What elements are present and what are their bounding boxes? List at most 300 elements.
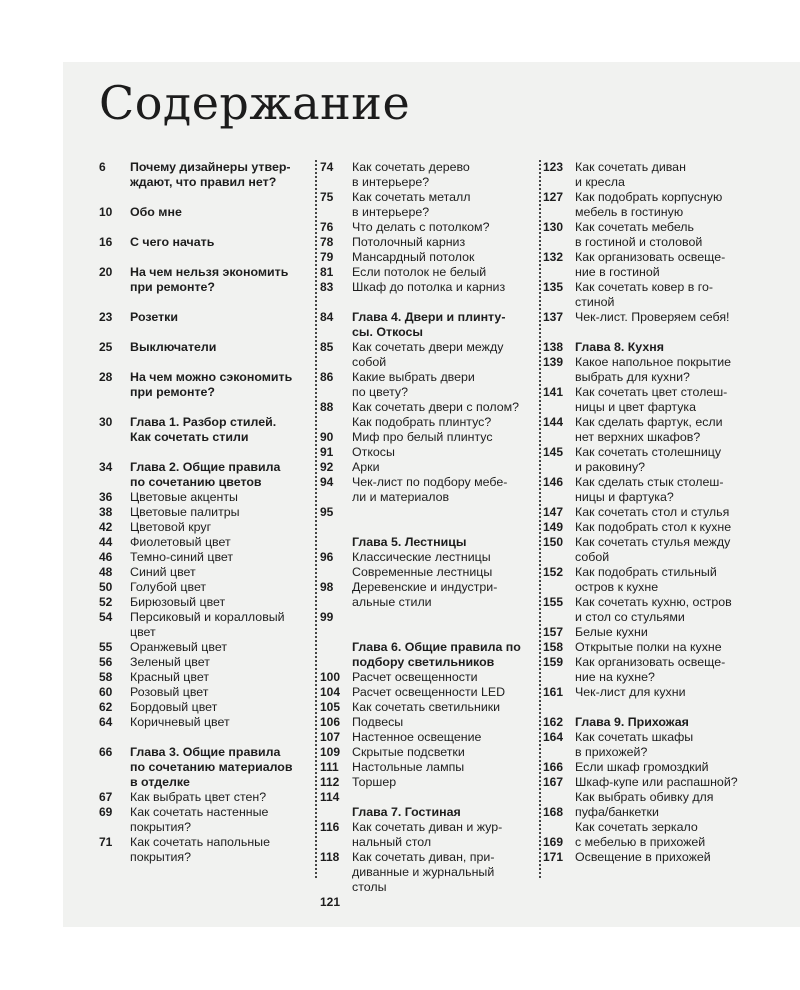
page-number: 79 [320, 250, 334, 264]
entry-title [575, 820, 798, 835]
entry-title-line: при ремонте? [130, 280, 215, 294]
toc-entry[interactable] [543, 280, 798, 310]
entry-title [130, 520, 311, 535]
entry-title-line: подбору светильников [352, 655, 495, 669]
toc-entry[interactable] [320, 700, 532, 715]
page-number: 149 [543, 520, 564, 534]
toc-entry[interactable] [320, 775, 532, 790]
toc-entry[interactable] [543, 445, 798, 475]
page-number: 34 [99, 460, 113, 474]
toc-entry[interactable] [320, 160, 532, 190]
toc-entry[interactable] [99, 505, 311, 520]
page-number: 42 [99, 520, 113, 534]
toc-entry[interactable] [543, 595, 798, 625]
entry-title-line: Бордовый цвет [130, 700, 218, 714]
toc-entry[interactable] [543, 565, 798, 595]
page-number: 116 [320, 820, 340, 834]
toc-entry[interactable] [99, 610, 311, 640]
page-number: 168 [543, 805, 564, 819]
page-number: 30 [99, 415, 113, 429]
page-number: 161 [543, 685, 564, 699]
entry-title [352, 160, 532, 190]
entry-title-line: Как сочетать диван [575, 160, 686, 174]
entry-title-line: и стол со стульями [575, 610, 685, 624]
entry-title [575, 805, 798, 820]
toc-entry[interactable] [320, 610, 532, 625]
entry-title-line: ницы и цвет фартука [575, 400, 697, 414]
entry-title-line: Как сочетать светильники [352, 700, 501, 714]
toc-entry[interactable] [543, 730, 798, 760]
entry-title-line: покрытия? [130, 820, 192, 834]
toc-entry[interactable] [320, 280, 532, 295]
entry-title [575, 655, 798, 685]
toc-entry[interactable] [543, 835, 798, 850]
toc-entry[interactable] [320, 820, 532, 850]
entry-title [130, 700, 311, 715]
toc-chapter-entry[interactable] [320, 805, 532, 820]
page-title: Содержание [99, 76, 411, 130]
entry-title-line: Как организовать освеще- [575, 250, 726, 264]
toc-entry[interactable] [543, 310, 798, 325]
entry-title [352, 550, 532, 580]
entry-title [352, 745, 532, 760]
entry-title [575, 565, 798, 595]
toc-chapter-entry[interactable] [543, 715, 798, 730]
toc-entry[interactable] [543, 775, 798, 790]
page-number: 155 [543, 595, 564, 609]
entry-title-line: нет верхних шкафов? [575, 430, 701, 444]
page-number: 86 [320, 370, 334, 384]
toc-entry[interactable] [99, 535, 311, 550]
page-number: 109 [320, 745, 341, 759]
page-number: 104 [320, 685, 341, 699]
toc-column-2 [320, 160, 532, 910]
entry-title-line: Если шкаф громоздкий [575, 760, 709, 774]
toc-entry[interactable] [320, 370, 532, 400]
page-number: 162 [543, 715, 564, 729]
toc-entry[interactable] [543, 805, 798, 820]
page-number: 152 [543, 565, 564, 579]
entry-title [352, 805, 532, 820]
entry-title [130, 505, 311, 520]
page-number: 146 [543, 475, 564, 489]
entry-title [575, 685, 798, 700]
page-number: 159 [543, 655, 564, 669]
toc-chapter-entry[interactable] [543, 340, 798, 355]
toc-entry[interactable] [99, 595, 311, 610]
page-number: 121 [320, 895, 341, 909]
page-number: 50 [99, 580, 113, 594]
entry-title [130, 265, 311, 295]
toc-entry[interactable] [320, 895, 532, 910]
toc-entry[interactable] [99, 565, 311, 580]
entry-title-line: Как сочетать столешницу [575, 445, 722, 459]
toc-entry[interactable] [99, 835, 311, 865]
entry-title [575, 355, 798, 385]
page-number: 58 [99, 670, 113, 684]
entry-title [130, 640, 311, 655]
entry-title [352, 445, 532, 460]
toc-entry[interactable] [99, 685, 311, 700]
toc-entry[interactable] [99, 805, 311, 835]
page-number: 99 [320, 610, 334, 624]
entry-title-line: ние в гостиной [575, 265, 660, 279]
entry-title [352, 580, 532, 610]
page-number: 10 [99, 205, 113, 219]
entry-title-line: Почему дизайнеры утвер- [130, 160, 291, 174]
entry-title [352, 340, 532, 370]
entry-title-line: в отделке [130, 775, 190, 789]
entry-title-line: остров к кухне [575, 580, 659, 594]
entry-title [575, 190, 798, 220]
toc-entry[interactable] [543, 415, 798, 445]
toc-entry[interactable] [320, 445, 532, 460]
entry-title [352, 280, 532, 295]
toc-chapter-entry[interactable] [320, 310, 532, 340]
entry-title-line: Торшер [352, 775, 397, 789]
toc-entry[interactable] [320, 745, 532, 760]
entry-title-line: Красный цвет [130, 670, 210, 684]
toc-entry[interactable] [543, 190, 798, 220]
toc-entry[interactable] [320, 685, 532, 700]
entry-title [130, 415, 311, 445]
entry-title-line: На чем нельзя экономить [130, 265, 289, 279]
toc-entry[interactable] [543, 505, 798, 520]
entry-title [575, 280, 798, 310]
entry-title-line: Какое напольное покрытие [575, 355, 732, 369]
toc-entry[interactable] [543, 475, 798, 505]
toc-entry[interactable] [320, 715, 532, 730]
toc-entry[interactable] [543, 250, 798, 280]
entry-title [575, 760, 798, 775]
entry-title [130, 340, 311, 355]
entry-title-line: Чек-лист по подбору мебе- [352, 475, 508, 489]
entry-title-line: Как выбрать обивку для [575, 790, 714, 804]
entry-title-line: сы. Откосы [352, 325, 423, 339]
page-number: 69 [99, 805, 113, 819]
toc-entry[interactable] [320, 220, 532, 235]
entry-title [352, 220, 532, 235]
toc-entry[interactable] [320, 730, 532, 745]
entry-title-line: Чек-лист. Проверяем себя! [575, 310, 730, 324]
toc-entry[interactable] [99, 490, 311, 505]
entry-title [352, 760, 532, 775]
entry-title [352, 235, 532, 250]
entry-title [352, 640, 532, 670]
page-number: 64 [99, 715, 113, 729]
page-number: 105 [320, 700, 341, 714]
page-number: 135 [543, 280, 564, 294]
toc-entry[interactable] [543, 820, 798, 835]
page-number: 166 [543, 760, 564, 774]
page-number: 145 [543, 445, 564, 459]
entry-title-line: Мансардный потолок [352, 250, 475, 264]
page-number: 54 [99, 610, 113, 624]
toc-entry[interactable] [320, 400, 532, 430]
page-number: 83 [320, 280, 334, 294]
page-number: 38 [99, 505, 113, 519]
toc-entry[interactable] [99, 715, 311, 730]
entry-title-line: с мебелью в прихожей [575, 835, 706, 849]
toc-entry[interactable] [99, 700, 311, 715]
entry-title [575, 625, 798, 640]
toc-chapter-entry[interactable] [99, 340, 311, 355]
toc-entry[interactable] [543, 625, 798, 640]
entry-title-line: Как подобрать корпусную [575, 190, 723, 204]
page-number: 16 [99, 235, 113, 249]
page-number: 56 [99, 655, 113, 669]
entry-title [130, 715, 311, 730]
entry-title [352, 265, 532, 280]
entry-title [575, 415, 798, 445]
entry-title-line: Настенное освещение [352, 730, 482, 744]
entry-title [352, 730, 532, 745]
entry-title-line: Как сочетать стол и стулья [575, 505, 730, 519]
entry-title [130, 595, 311, 610]
toc-entry[interactable] [99, 580, 311, 595]
entry-title-line: Откосы [352, 445, 395, 459]
page-number: 25 [99, 340, 113, 354]
toc-entry[interactable] [543, 535, 798, 565]
entry-title-line: Фиолетовый цвет [130, 535, 231, 549]
entry-title [130, 655, 311, 670]
page-number: 150 [543, 535, 564, 549]
toc-entry[interactable] [99, 640, 311, 655]
entry-title-line: Голубой цвет [130, 580, 207, 594]
toc-entry[interactable] [543, 355, 798, 385]
toc-chapter-entry[interactable] [99, 415, 311, 445]
toc-entry[interactable] [320, 505, 532, 520]
entry-title-line: Если потолок не белый [352, 265, 487, 279]
entry-title-line: Шкаф-купе или распашной? [575, 775, 738, 789]
entry-title-line: столы [352, 880, 387, 894]
toc-entry[interactable] [320, 265, 532, 280]
entry-title-line: Как сделать стык столеш- [575, 475, 724, 489]
entry-title [575, 775, 798, 790]
entry-title [130, 565, 311, 580]
entry-title [575, 520, 798, 535]
toc-entry[interactable] [543, 520, 798, 535]
entry-title-line: Освещение в прихожей [575, 850, 711, 864]
entry-title-line: Розетки [130, 310, 178, 324]
page-number: 95 [320, 505, 334, 519]
entry-title-line: мебель в гостиную [575, 205, 684, 219]
toc-entry[interactable] [320, 670, 532, 685]
toc-chapter-entry[interactable] [320, 535, 532, 550]
toc-entry[interactable] [543, 760, 798, 775]
entry-title [575, 535, 798, 565]
entry-title-line: Глава 4. Двери и плинту- [352, 310, 506, 324]
entry-title-line: по цвету? [352, 385, 408, 399]
toc-entry[interactable] [543, 655, 798, 685]
entry-title-line: Цветовой круг [130, 520, 212, 534]
page-number: 62 [99, 700, 113, 714]
toc-entry[interactable] [320, 760, 532, 775]
page-number: 164 [543, 730, 564, 744]
entry-title [130, 535, 311, 550]
entry-title-line: пуфа/банкетки [575, 805, 659, 819]
entry-title-line: альные стили [352, 595, 432, 609]
entry-title-line: Расчет освещенности [352, 670, 478, 684]
entry-title-line: Синий цвет [130, 565, 196, 579]
page-number: 75 [320, 190, 334, 204]
entry-title-line: Глава 1. Разбор стилей. [130, 415, 277, 429]
toc-chapter-entry[interactable] [99, 310, 311, 325]
page-number: 100 [320, 670, 341, 684]
entry-title [352, 475, 532, 505]
entry-title [575, 505, 798, 520]
entry-title [575, 715, 798, 730]
toc-entry[interactable] [320, 340, 532, 370]
toc-entry[interactable] [543, 685, 798, 700]
entry-title-line: ницы и фартука? [575, 490, 674, 504]
page-number: 144 [543, 415, 564, 429]
toc-entry[interactable] [543, 640, 798, 655]
entry-title-line: Персиковый и коралловый [130, 610, 285, 624]
page-number: 114 [320, 790, 340, 804]
page-number: 66 [99, 745, 113, 759]
entry-title [352, 250, 532, 265]
toc-entry[interactable] [99, 550, 311, 565]
toc-entry[interactable] [320, 790, 532, 805]
entry-title-line: Арки [352, 460, 380, 474]
column-divider [539, 160, 541, 878]
entry-title-line: Современные лестницы [352, 565, 493, 579]
entry-title-line: Глава 3. Общие правила [130, 745, 281, 759]
entry-title-line: Глава 8. Кухня [575, 340, 664, 354]
entry-title [575, 340, 798, 355]
entry-title [130, 370, 311, 400]
entry-title [575, 160, 798, 190]
page-number: 127 [543, 190, 564, 204]
entry-title-line: Как сочетать мебель [575, 220, 694, 234]
toc-entry[interactable] [320, 460, 532, 475]
entry-title [130, 745, 311, 790]
entry-title-line: при ремонте? [130, 385, 215, 399]
page-number: 132 [543, 250, 564, 264]
page-number: 139 [543, 355, 564, 369]
toc-chapter-entry[interactable] [99, 160, 311, 190]
entry-title [352, 190, 532, 220]
toc-chapter-entry[interactable] [99, 265, 311, 295]
entry-title-line: Деревенские и индустри- [352, 580, 498, 594]
toc-entry[interactable] [320, 580, 532, 610]
entry-title-line: Темно-синий цвет [130, 550, 234, 564]
entry-title-line: Как сочетать стили [130, 430, 249, 444]
page-number: 44 [99, 535, 113, 549]
entry-title [575, 220, 798, 250]
entry-title-line: Как сочетать двери с полом? [352, 400, 520, 414]
entry-title-line: собой [575, 550, 610, 564]
page-number: 141 [543, 385, 564, 399]
page-number: 158 [543, 640, 564, 654]
entry-title [352, 775, 532, 790]
entry-title-line: по сочетанию материалов [130, 760, 293, 774]
entry-title-line: ли и материалов [352, 490, 450, 504]
entry-title-line: выбрать для кухни? [575, 370, 690, 384]
entry-title-line: покрытия? [130, 850, 192, 864]
entry-title-line: Классические лестницы [352, 550, 491, 564]
toc-entry[interactable] [320, 235, 532, 250]
entry-title-line: С чего начать [130, 235, 215, 249]
toc-entry[interactable] [99, 670, 311, 685]
toc-entry[interactable] [320, 550, 532, 580]
toc-entry[interactable] [320, 430, 532, 445]
entry-title-line: по сочетанию цветов [130, 475, 262, 489]
entry-title-line: Глава 2. Общие правила [130, 460, 281, 474]
toc-chapter-entry[interactable] [99, 370, 311, 400]
entry-title-line: в прихожей? [575, 745, 648, 759]
entry-title [575, 385, 798, 415]
toc-chapter-entry[interactable] [99, 205, 311, 220]
entry-title-line: Коричневый цвет [130, 715, 230, 729]
page-number: 90 [320, 430, 334, 444]
entry-title-line: Миф про белый плинтус [352, 430, 493, 444]
toc-entry[interactable] [543, 160, 798, 190]
entry-title [575, 850, 798, 865]
toc-entry[interactable] [543, 385, 798, 415]
toc-entry[interactable] [320, 475, 532, 505]
entry-title-line: Какие выбрать двери [352, 370, 475, 384]
toc-chapter-entry[interactable] [99, 460, 311, 490]
page-number: 106 [320, 715, 341, 729]
toc-entry[interactable] [543, 850, 798, 865]
toc-entry[interactable] [320, 190, 532, 220]
entry-title [352, 400, 532, 430]
entry-title-line: Выключатели [130, 340, 217, 354]
toc-chapter-entry[interactable] [99, 235, 311, 250]
page-number: 98 [320, 580, 334, 594]
toc-entry[interactable] [99, 520, 311, 535]
page-number: 20 [99, 265, 113, 279]
toc-entry[interactable] [543, 220, 798, 250]
page-number: 60 [99, 685, 113, 699]
entry-title-line: Обо мне [130, 205, 182, 219]
entry-title-line: Как подобрать стильный [575, 565, 717, 579]
toc-chapter-entry[interactable] [99, 745, 311, 790]
entry-title [130, 670, 311, 685]
entry-title-line: Как сочетать двери между [352, 340, 504, 354]
page-number: 157 [543, 625, 564, 639]
entry-title-line: Как сделать фартук, если [575, 415, 723, 429]
page-number: 123 [543, 160, 564, 174]
page-number: 88 [320, 400, 334, 414]
toc-entry[interactable] [99, 790, 311, 805]
entry-title-line: диванные и журнальный [352, 865, 495, 879]
toc-entry[interactable] [320, 250, 532, 265]
entry-title-line: Скрытые подсветки [352, 745, 465, 759]
toc-chapter-entry[interactable] [320, 640, 532, 670]
page-number: 78 [320, 235, 334, 249]
toc-entry[interactable] [99, 655, 311, 670]
entry-title [352, 685, 532, 700]
toc-entry[interactable] [320, 850, 532, 895]
page-number: 92 [320, 460, 334, 474]
entry-title-line: Как сочетать кухню, остров [575, 595, 732, 609]
page-number: 111 [320, 760, 339, 774]
page-number: 118 [320, 850, 340, 864]
entry-title [352, 850, 532, 895]
entry-title-line: Оранжевый цвет [130, 640, 227, 654]
page-number: 81 [320, 265, 334, 279]
entry-title [575, 445, 798, 475]
entry-title [575, 835, 798, 850]
entry-title [352, 460, 532, 475]
toc-entry[interactable] [543, 790, 798, 805]
entry-title-line: Как подобрать плинтус? [352, 415, 492, 429]
page-number: 76 [320, 220, 334, 234]
page-number: 91 [320, 445, 334, 459]
